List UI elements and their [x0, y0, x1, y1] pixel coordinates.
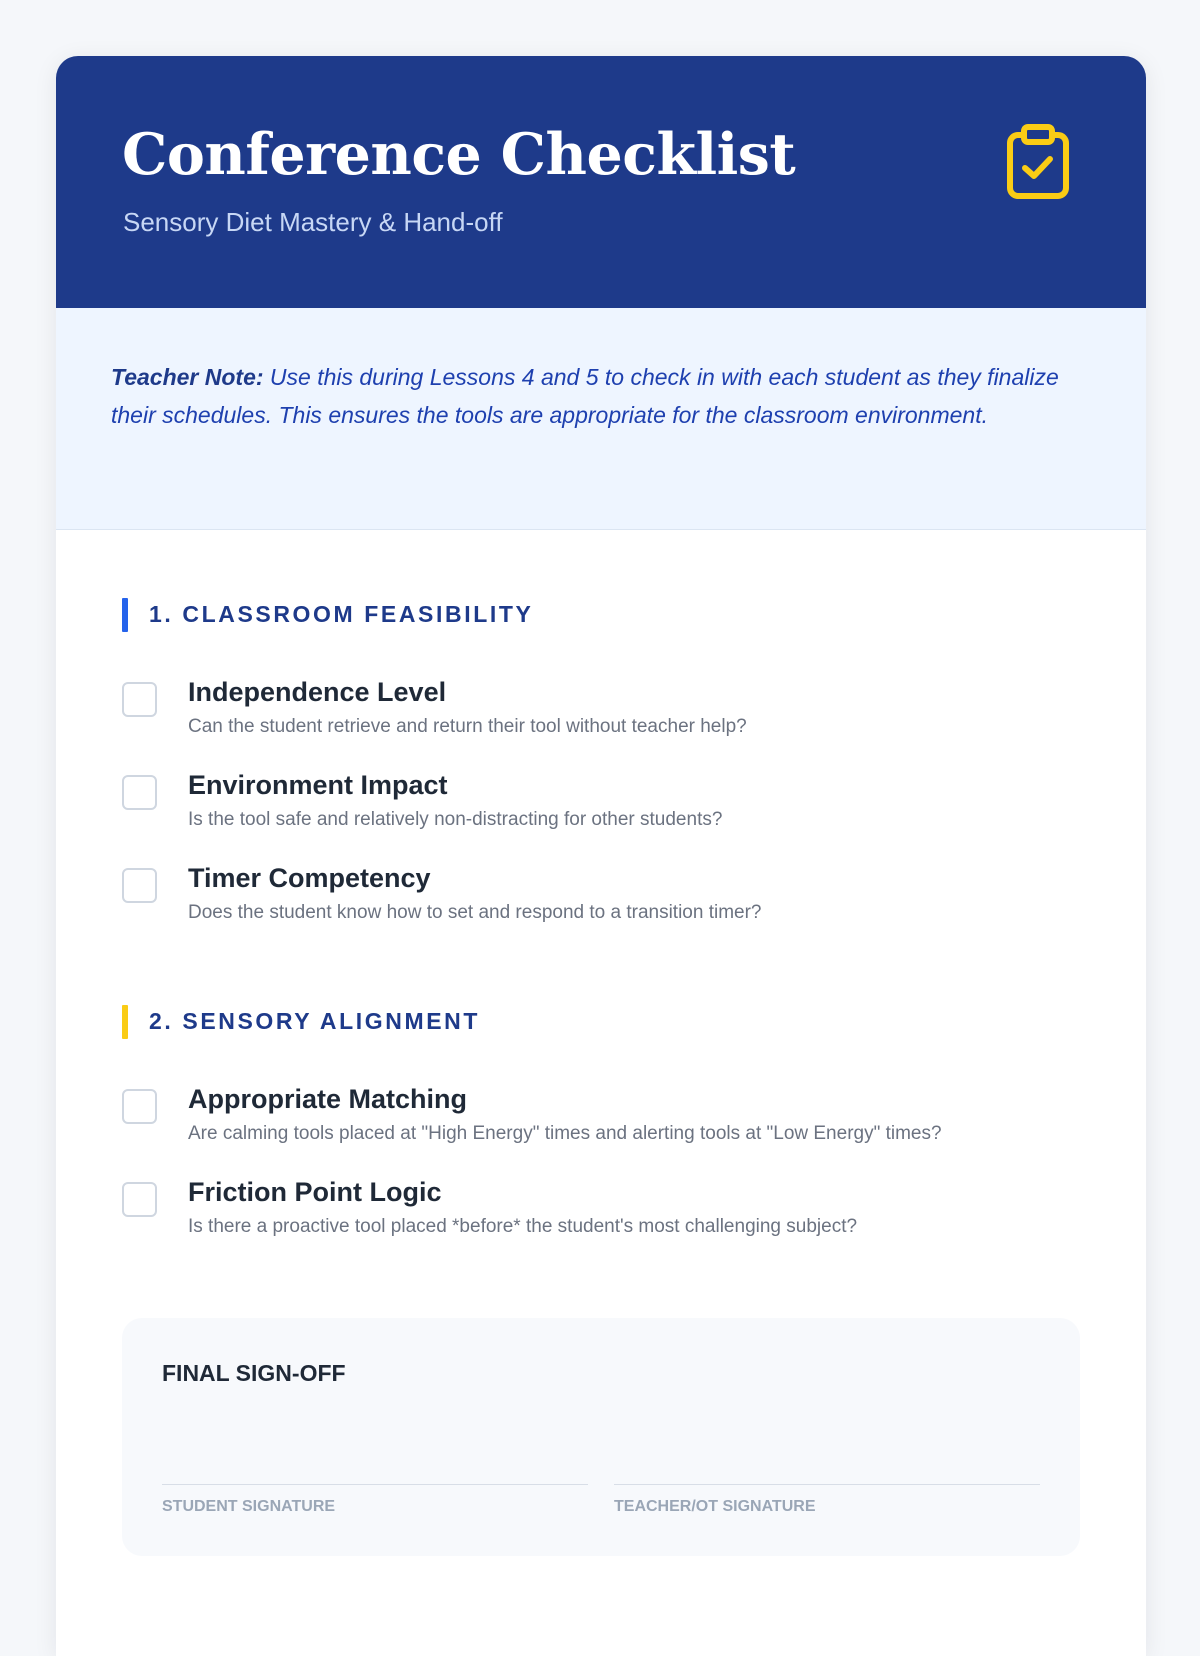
item-description: Does the student know how to set and respond to a transition timer?: [188, 902, 762, 923]
environment-impact-checkbox[interactable]: [122, 775, 157, 810]
section-sensory-alignment: [122, 1005, 1082, 1237]
clipboard-check-icon: [1006, 124, 1070, 200]
appropriate-matching-checkbox[interactable]: [122, 1089, 157, 1124]
section-title: 1. CLASSROOM FEASIBILITY: [149, 601, 534, 627]
item-title: Environment Impact: [188, 770, 448, 800]
item-description: Can the student retrieve and return their tool without teacher help?: [188, 716, 747, 737]
friction-point-logic-checkbox[interactable]: [122, 1182, 157, 1217]
independence-level-checkbox[interactable]: [122, 682, 157, 717]
section-heading: [122, 598, 1082, 632]
section-classroom-feasibility: [122, 598, 1082, 923]
checklist-item: [122, 1176, 1082, 1242]
teacher-note-body: Use this during Lessons 4 and 5 to check in with each student as they finalize their schedules. This ensures the tools are appropriate for the classroom environment.: [111, 364, 1059, 428]
item-title: Appropriate Matching: [188, 1084, 468, 1114]
final-signoff-panel: [122, 1318, 1080, 1556]
checklist-card: [56, 56, 1146, 1656]
item-title: Independence Level: [188, 677, 447, 707]
signoff-title: FINAL SIGN-OFF: [162, 1360, 346, 1386]
page-subtitle: Sensory Diet Mastery & Hand-off: [123, 207, 503, 237]
checklist-item: [122, 769, 1082, 835]
item-title: Timer Competency: [188, 863, 431, 893]
teacher-note-label: Teacher Note:: [111, 364, 264, 390]
teacher-note: [56, 308, 1146, 530]
section-accent-bar: [122, 1005, 128, 1039]
teacher-signature-label: TEACHER/OT SIGNATURE: [614, 1498, 816, 1515]
item-description: Are calming tools placed at "High Energy" times and alerting tools at "Low Energy" times?: [188, 1123, 942, 1144]
header: [56, 56, 1146, 308]
checklist-item: [122, 1083, 1082, 1149]
student-signature-label: STUDENT SIGNATURE: [162, 1498, 336, 1515]
section-title: 2. SENSORY ALIGNMENT: [149, 1008, 481, 1034]
section-accent-bar: [122, 598, 128, 632]
section-heading: [122, 1005, 1082, 1039]
item-description: Is the tool safe and relatively non-distracting for other students?: [188, 809, 723, 830]
item-title: Friction Point Logic: [188, 1177, 442, 1207]
timer-competency-checkbox[interactable]: [122, 868, 157, 903]
item-description: Is there a proactive tool placed *before* the student's most challenging subject?: [188, 1216, 858, 1237]
checklist-item: [122, 676, 1082, 742]
checklist-item: [122, 862, 1082, 928]
teacher-note-text: [111, 358, 1066, 434]
page-title: Conference Checklist: [122, 121, 796, 188]
student-signature-line[interactable]: [162, 1484, 588, 1485]
teacher-signature-line[interactable]: [614, 1484, 1040, 1485]
